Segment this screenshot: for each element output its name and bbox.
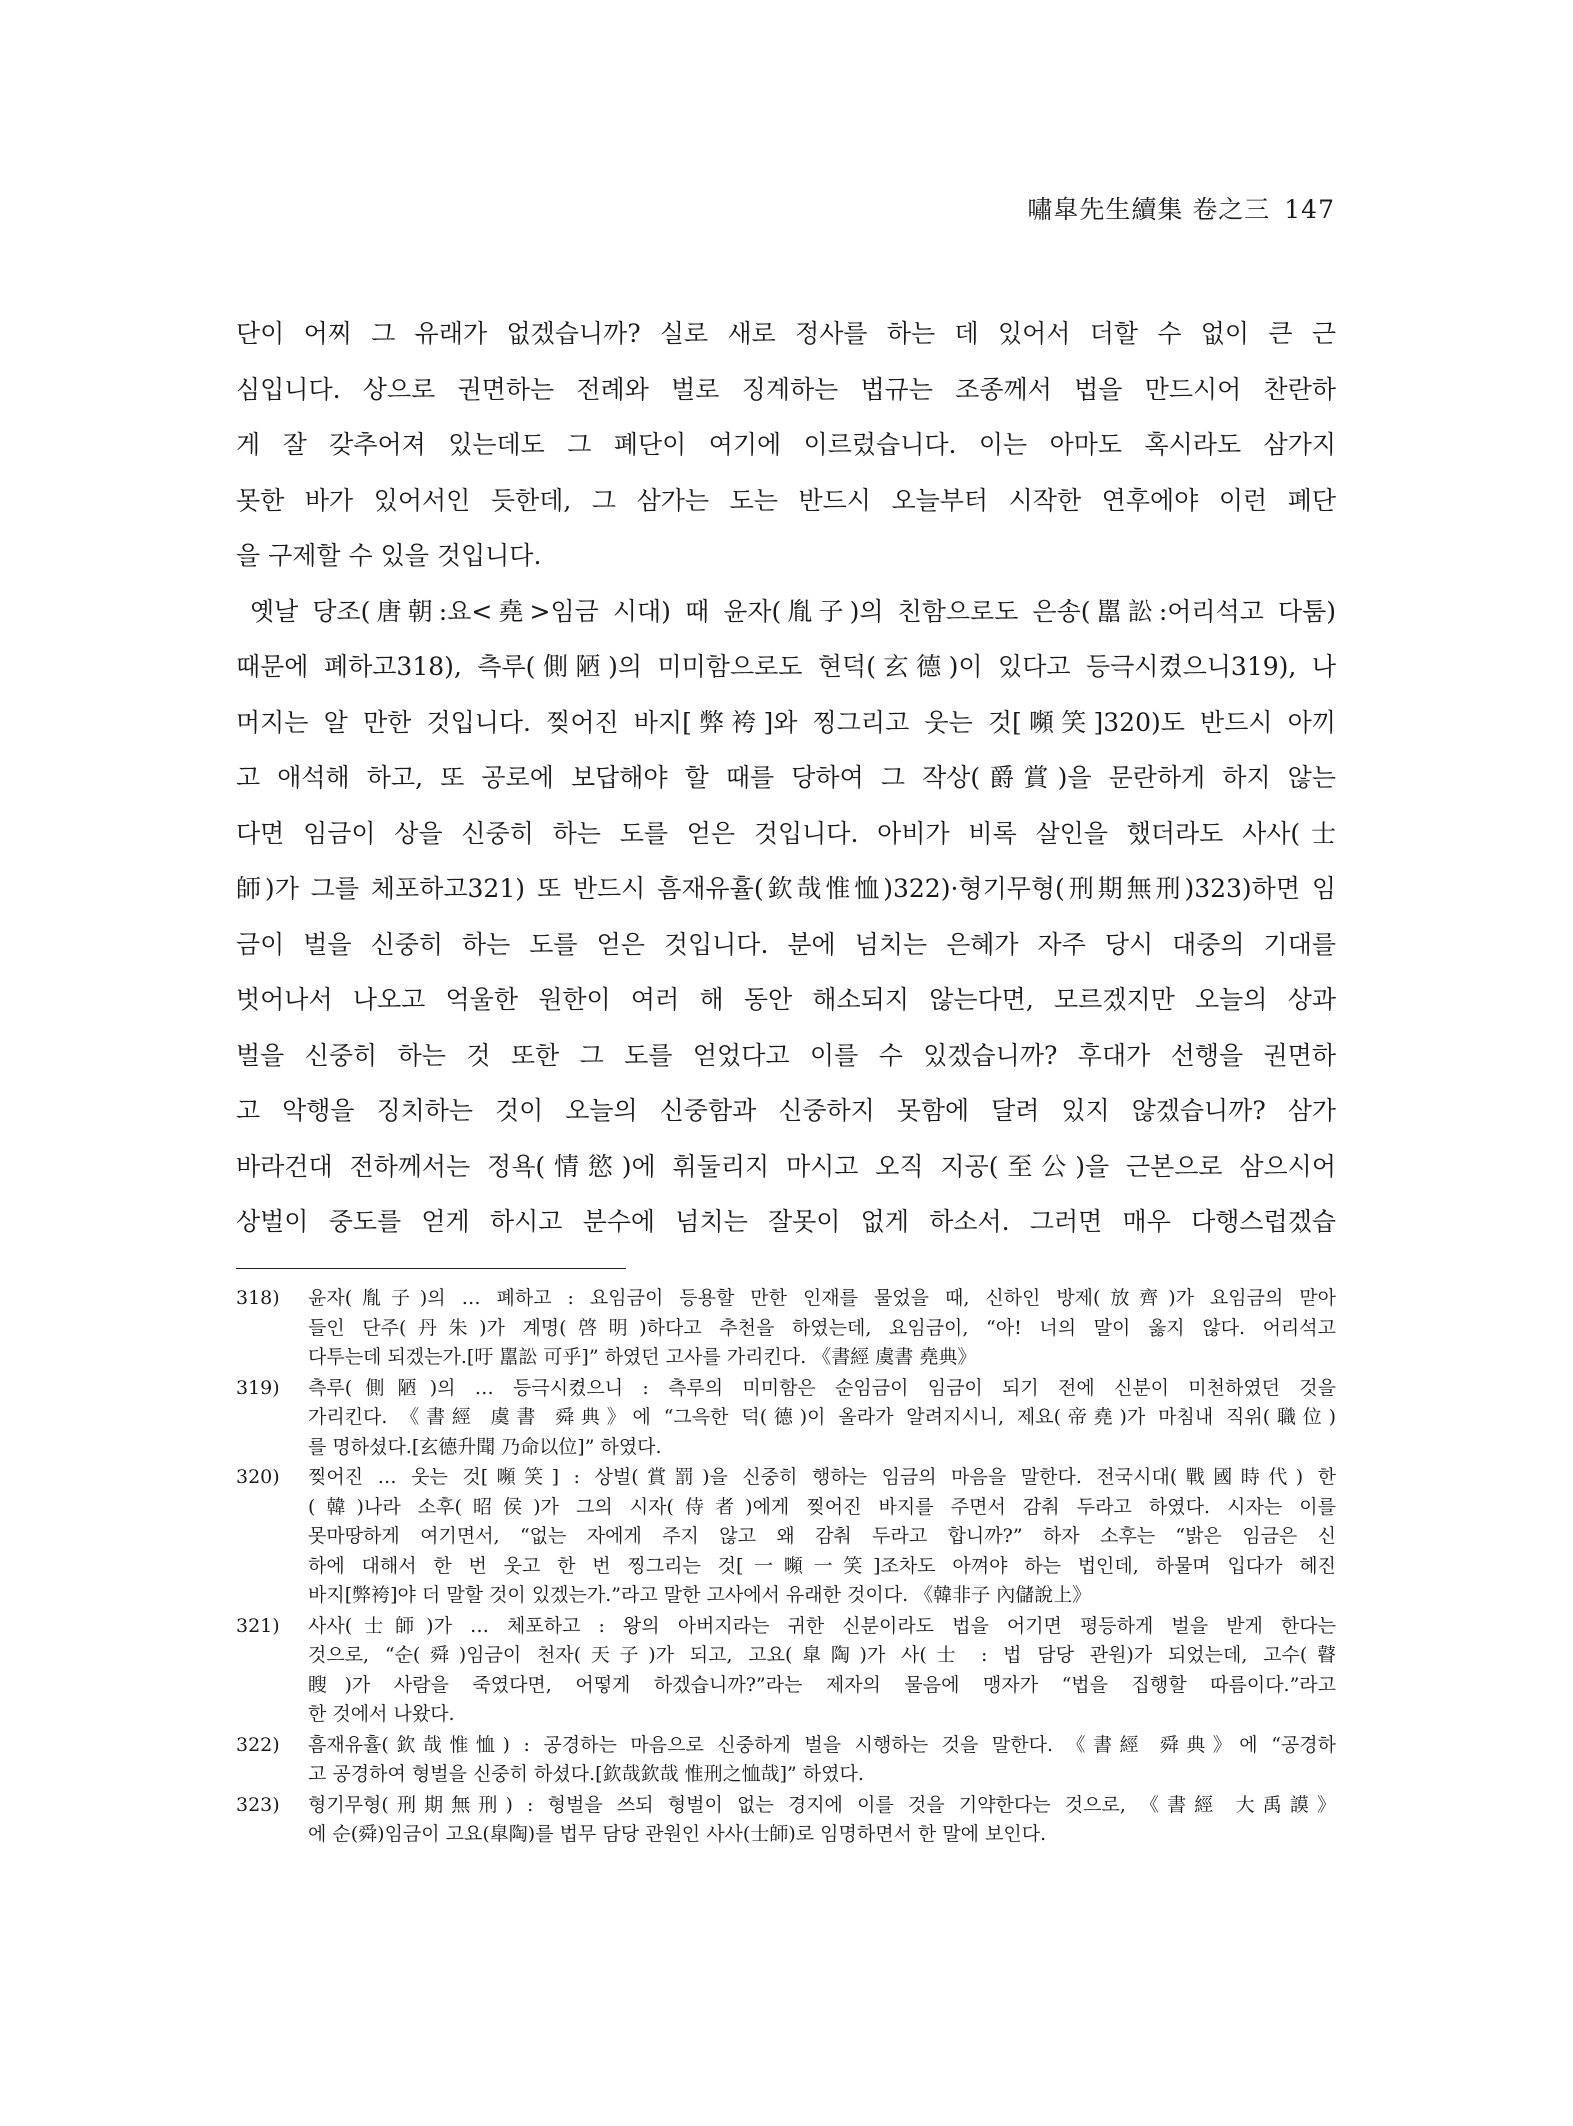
footnote-body <box>308 1731 1336 1790</box>
footnote-line: 것으로, “순(舜)임금이 천자(天子)가 되고, 고요(皐陶)가 사(士 : 법 담당 관원)가 되었는데, 고수(瞽 <box>308 1644 1336 1666</box>
footnote-line: 瞍)가 사람을 죽였다면, 어떻게 하겠습니까?”라는 제자의 물음에 맹자가 “법을 집행할 따름이다.”라고 <box>308 1673 1336 1696</box>
footnote-line: 들인 단주(丹朱)가 계명(啓明)하다고 추천을 하였는데, 요임금이, “아! 너의 말이 옳지 않다. 어리석고 <box>308 1316 1336 1339</box>
footnote-line: 사사(士師)가 … 체포하고 : 왕의 아버지라는 귀한 신분이라도 법을 어기면 평등하게 벌을 받게 한다는 <box>308 1614 1336 1637</box>
paragraph-1 <box>236 306 1336 584</box>
footnote-320 <box>236 1463 1336 1611</box>
footnote-line: 측루(側陋)의 … 등극시켰으니 : 측루의 미미함은 순임금이 임금이 되기 전에 신분이 미천하였던 것을 <box>308 1376 1336 1399</box>
text-line: 고 악행을 징치하는 것이 오늘의 신중함과 신중하지 못함에 달려 있지 않겠습니까? 삼가 <box>236 1096 1336 1125</box>
footnote-323 <box>236 1791 1336 1850</box>
footnote-318 <box>236 1284 1336 1373</box>
footnote-line: 다투는데 되겠는가.[吁 嚚訟 可乎]” 하였던 고사를 가리킨다. 《書經 虞書 堯典》 <box>308 1346 977 1368</box>
text-line: 벌을 신중히 하는 것 또한 그 도를 얻었다고 이를 수 있겠습니까? 후대가 선행을 권면하 <box>236 1040 1336 1070</box>
footnote-line: (韓)나라 소후(昭侯)가 그의 시자(侍者)에게 찢어진 바지를 주면서 감춰 두라고 하였다. 시자는 이를 <box>308 1495 1336 1518</box>
text-line: 을 구제할 수 있을 것입니다. <box>236 541 542 570</box>
footnote-number: 319) <box>236 1376 280 1399</box>
text-line: 게 잘 갖추어져 있는데도 그 폐단이 여기에 이르렀습니다. 이는 아마도 혹시라도 삼가지 <box>236 430 1336 459</box>
footnote-number: 318) <box>236 1287 280 1309</box>
text-line: 고 애석해 하고, 또 공로에 보답해야 할 때를 당하여 그 작상(爵賞)을 문란하게 하지 않는 <box>236 763 1336 792</box>
footnote-line: 하에 대해서 한 번 웃고 한 번 찡그리는 것[一嚬一笑]조차도 아껴야 하는 법인데, 하물며 입다가 헤진 <box>308 1554 1336 1577</box>
footnote-body <box>308 1463 1336 1611</box>
running-header <box>1027 190 1335 226</box>
text-line: 못한 바가 있어서인 듯한데, 그 삼가는 도는 반드시 오늘부터 시작한 연후에야 이런 폐단 <box>236 485 1336 515</box>
text-line: 師)가 그를 체포하고321) 또 반드시 흠재유휼(欽哉惟恤)322)·형기무형(刑期無刑)323)하면 임 <box>236 874 1336 903</box>
footnote-line: 형기무형(刑期無刑) : 형벌을 쓰되 형벌이 없는 경지에 이를 것을 기약한다는 것으로, 《書經 大禹謨》 <box>308 1793 1336 1816</box>
footnote-body <box>308 1284 1336 1373</box>
page-number: 147 <box>1284 195 1335 224</box>
footnote-line: 에 순(舜)임금이 고요(皐陶)를 법무 담당 관원인 사사(士師)로 임명하면서 한 말에 보인다. <box>308 1823 1047 1845</box>
footnote-line: 흠재유휼(欽哉惟恤) : 공경하는 마음으로 신중하게 벌을 시행하는 것을 말한다. 《書經 舜典》에 “공경하 <box>308 1733 1336 1756</box>
footnote-body <box>308 1374 1336 1463</box>
footnote-number: 322) <box>236 1733 280 1756</box>
footnote-body <box>308 1612 1336 1730</box>
footnote-321 <box>236 1612 1336 1730</box>
text-line: 다면 임금이 상을 신중히 하는 도를 얻은 것입니다. 아비가 비록 살인을 했더라도 사사(士 <box>236 818 1336 848</box>
text-line: 머지는 알 만한 것입니다. 찢어진 바지[弊袴]와 찡그리고 웃는 것[嚬笑]320)도 반드시 아끼 <box>236 707 1336 737</box>
footnote-line: 고 공경하여 형벌을 신중히 하셨다.[欽哉欽哉 惟刑之恤哉]” 하였다. <box>308 1763 864 1785</box>
footnotes <box>236 1284 1336 1851</box>
footnote-number: 320) <box>236 1466 280 1488</box>
book-title: 嘯皐先生續集 卷之三 <box>1027 195 1271 224</box>
text-line: 심입니다. 상으로 권면하는 전례와 벌로 징계하는 법규는 조종께서 법을 만드시어 찬란하 <box>236 374 1336 404</box>
text-line: 벗어나서 나오고 억울한 원한이 여러 해 동안 해소되지 않는다면, 모르겠지만 오늘의 상과 <box>236 985 1336 1014</box>
paragraph-2 <box>236 584 1336 1250</box>
footnote-319 <box>236 1374 1336 1463</box>
footnote-322 <box>236 1731 1336 1790</box>
footnote-line: 한 것에서 나왔다. <box>308 1703 455 1725</box>
text-line: 단이 어찌 그 유래가 없겠습니까? 실로 새로 정사를 하는 데 있어서 더할 수 없이 큰 근 <box>236 319 1336 348</box>
text-line: 때문에 폐하고318), 측루(側陋)의 미미함으로도 현덕(玄德)이 있다고 등극시켰으니319), 나 <box>236 652 1336 681</box>
text-line: 금이 벌을 신중히 하는 도를 얻은 것입니다. 분에 넘치는 은혜가 자주 당시 대중의 기대를 <box>236 929 1336 959</box>
footnote-line: 못마땅하게 여기면서, “없는 자에게 주지 않고 왜 감춰 두라고 합니까?” 하자 소후는 “밝은 임금은 신 <box>308 1525 1336 1547</box>
footnote-divider <box>236 1268 626 1269</box>
footnote-line: 를 명하셨다.[玄德升聞 乃命以位]” 하였다. <box>308 1435 662 1458</box>
footnote-body <box>308 1791 1336 1850</box>
text-line: 옛날 당조(唐朝:요<堯>임금 시대) 때 윤자(胤子)의 친함으로도 은송(嚚訟:어리석고 다툼) <box>250 596 1336 626</box>
footnote-number: 321) <box>236 1614 280 1637</box>
footnote-line: 찢어진 … 웃는 것[嚬笑] : 상벌(賞罰)을 신중히 행하는 임금의 마음을 말한다. 전국시대(戰國時代) 한 <box>308 1466 1336 1488</box>
footnote-line: 가리킨다. 《書經 虞書 舜典》에 “그윽한 덕(德)이 올라가 알려지시니, 제요(帝堯)가 마침내 직위(職位) <box>308 1406 1336 1428</box>
footnote-line: 윤자(胤子)의 … 폐하고 : 요임금이 등용할 만한 인재를 물었을 때, 신하인 방제(放齊)가 요임금의 맏아 <box>308 1287 1336 1309</box>
text-line: 상벌이 중도를 얻게 하시고 분수에 넘치는 잘못이 없게 하소서. 그러면 매우 다행스럽겠습 <box>236 1207 1336 1236</box>
footnote-number: 323) <box>236 1793 280 1816</box>
footnote-line: 바지[弊袴]야 더 말할 것이 있겠는가.”라고 말한 고사에서 유래한 것이다. 《韓非子 內儲說上》 <box>308 1584 1092 1606</box>
text-line: 바라건대 전하께서는 정욕(情慾)에 휘둘리지 마시고 오직 지공(至公)을 근본으로 삼으시어 <box>236 1151 1336 1181</box>
main-text <box>236 306 1336 1250</box>
